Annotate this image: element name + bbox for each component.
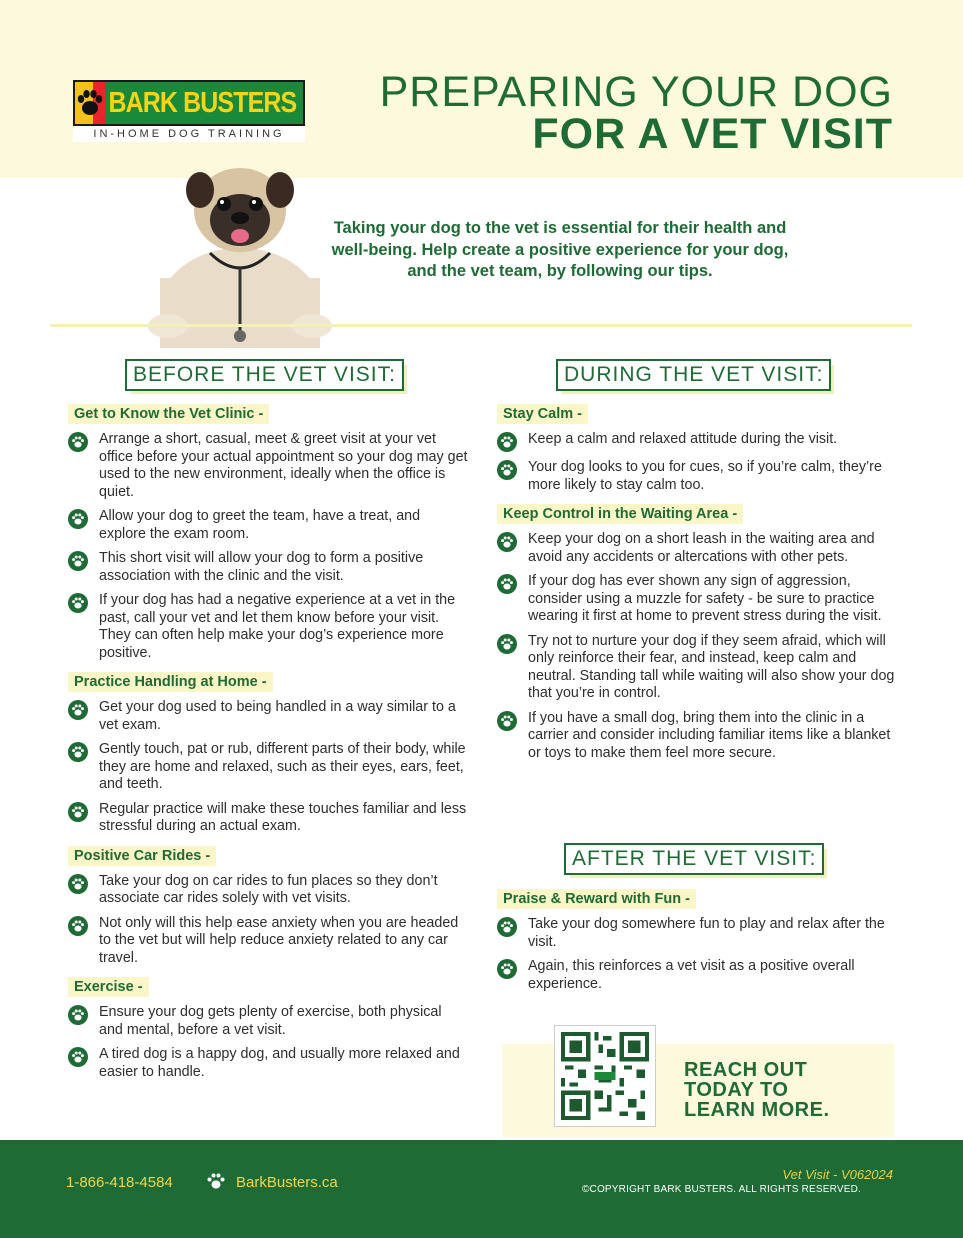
- bark-busters-logo[interactable]: [73, 80, 305, 142]
- paw-icon: [68, 802, 88, 822]
- paw-icon: [497, 532, 517, 552]
- before-group-car: [68, 846, 468, 968]
- footer-doc-code: Vet Visit - V062024: [782, 1167, 893, 1182]
- list-item: Ensure your dog gets plenty of exercise, both physical and mental, before a vet visit.: [68, 1004, 468, 1039]
- list-item: If your dog has had a negative experience at a vet in the past, call your vet and let them know before your visit. They can often help make your dog’s experience more positive.: [68, 592, 468, 662]
- list-item: Take your dog somewhere fun to play and relax after the visit.: [497, 916, 897, 951]
- list-item: Arrange a short, casual, meet & greet visit at your vet office before your actual appointment so your dog may get used to the new environment, ideally when the office is quiet.: [68, 431, 468, 501]
- subhead-handling: Practice Handling at Home -: [68, 672, 273, 692]
- before-column: [68, 404, 468, 1091]
- paw-icon: [497, 959, 517, 979]
- during-heading: DURING THE VET VISIT:: [556, 359, 831, 391]
- paw-icon: [497, 432, 517, 452]
- before-group-handling: [68, 672, 468, 836]
- list-item: Keep your dog on a short leash in the waiting area and avoid any accidents or altercations with other pets.: [497, 531, 897, 566]
- paw-icon: [497, 574, 517, 594]
- list-item: Get your dog used to being handled in a way similar to a vet exam.: [68, 699, 468, 734]
- paw-icon: [68, 742, 88, 762]
- list-item: Regular practice will make these touches familiar and less stressful during an actual exam.: [68, 801, 468, 836]
- list-item: If your dog has ever shown any sign of aggression, consider using a muzzle for safety - be sure to practice wearing it first at home to prevent stress during the visit.: [497, 573, 897, 626]
- paw-icon: [497, 634, 517, 654]
- list-item: Allow your dog to greet the team, have a treat, and explore the exam room.: [68, 508, 468, 543]
- paw-icon: [497, 460, 517, 480]
- list-item: Take your dog on car rides to fun places so they don’t associate car rides solely with vet visits.: [68, 873, 468, 908]
- subhead-know-clinic: Get to Know the Vet Clinic -: [68, 404, 269, 424]
- paw-icon: [497, 917, 517, 937]
- paw-icon: [68, 1005, 88, 1025]
- paw-icon: [68, 700, 88, 720]
- during-column: [497, 404, 897, 772]
- logo-paw-icon: [75, 82, 105, 124]
- subhead-exercise: Exercise -: [68, 977, 149, 997]
- cta-text: REACH OUT TODAY TO LEARN MORE.: [684, 1059, 830, 1121]
- pug-illustration: [140, 158, 340, 348]
- footer-website-link[interactable]: BarkBusters.ca: [236, 1174, 338, 1191]
- intro-text: Taking your dog to the vet is essential for their health and well-being. Help create a positive experience for your dog, and the vet team, by following our tips.: [331, 219, 789, 280]
- before-heading: BEFORE THE VET VISIT:: [125, 359, 404, 391]
- before-group-exercise: [68, 977, 468, 1081]
- list-item: Try not to nurture your dog if they seem afraid, which will only reinforce their fear, and instead, keep calm and neutral. Standing tall while waiting will also show your dog that you’re in control.: [497, 633, 897, 703]
- footer-copyright: ©COPYRIGHT BARK BUSTERS. ALL RIGHTS RESERVED.: [581, 1184, 861, 1195]
- paw-icon: [497, 711, 517, 731]
- logo-tagline: IN-HOME DOG TRAINING: [73, 126, 305, 142]
- after-heading: AFTER THE VET VISIT:: [564, 843, 824, 875]
- divider: [50, 324, 912, 327]
- list-item: Again, this reinforces a vet visit as a positive overall experience.: [497, 958, 897, 993]
- list-item: If you have a small dog, bring them into the clinic in a carrier and consider including familiar items like a blanket or toys to make them feel more secure.: [497, 710, 897, 763]
- paw-icon: [68, 1047, 88, 1067]
- during-group-control: [497, 504, 897, 762]
- paw-icon: [68, 551, 88, 571]
- footer-paw-icon: [206, 1172, 226, 1190]
- qr-code-icon[interactable]: [554, 1025, 656, 1127]
- paw-icon: [68, 874, 88, 894]
- subhead-stay-calm: Stay Calm -: [497, 404, 588, 424]
- subhead-praise: Praise & Reward with Fun -: [497, 889, 696, 909]
- list-item: Keep a calm and relaxed attitude during the visit.: [497, 431, 897, 452]
- list-item: Your dog looks to you for cues, so if you’re calm, they’re more likely to stay calm too.: [497, 459, 897, 494]
- before-group-clinic: [68, 404, 468, 662]
- page-title-line1: PREPARING YOUR DOG: [379, 68, 893, 116]
- page-title-line2: FOR A VET VISIT: [532, 110, 893, 158]
- paw-icon: [68, 509, 88, 529]
- paw-icon: [68, 916, 88, 936]
- list-item: Gently touch, pat or rub, different parts of their body, while they are home and relaxed, such as their eyes, ears, feet, and teeth.: [68, 741, 468, 794]
- during-group-calm: [497, 404, 897, 494]
- paw-icon: [68, 593, 88, 613]
- after-column: [497, 889, 897, 1003]
- footer-phone[interactable]: 1-866-418-4584: [66, 1174, 173, 1191]
- paw-icon: [68, 432, 88, 452]
- list-item: A tired dog is a happy dog, and usually more relaxed and easier to handle.: [68, 1046, 468, 1081]
- list-item: Not only will this help ease anxiety when you are headed to the vet but will help reduce anxiety related to any car travel.: [68, 915, 468, 968]
- subhead-waiting-area: Keep Control in the Waiting Area -: [497, 504, 743, 524]
- list-item: This short visit will allow your dog to form a positive association with the clinic and the visit.: [68, 550, 468, 585]
- after-group-praise: [497, 889, 897, 993]
- subhead-car-rides: Positive Car Rides -: [68, 846, 216, 866]
- logo-name: BARK BUSTERS: [108, 86, 297, 119]
